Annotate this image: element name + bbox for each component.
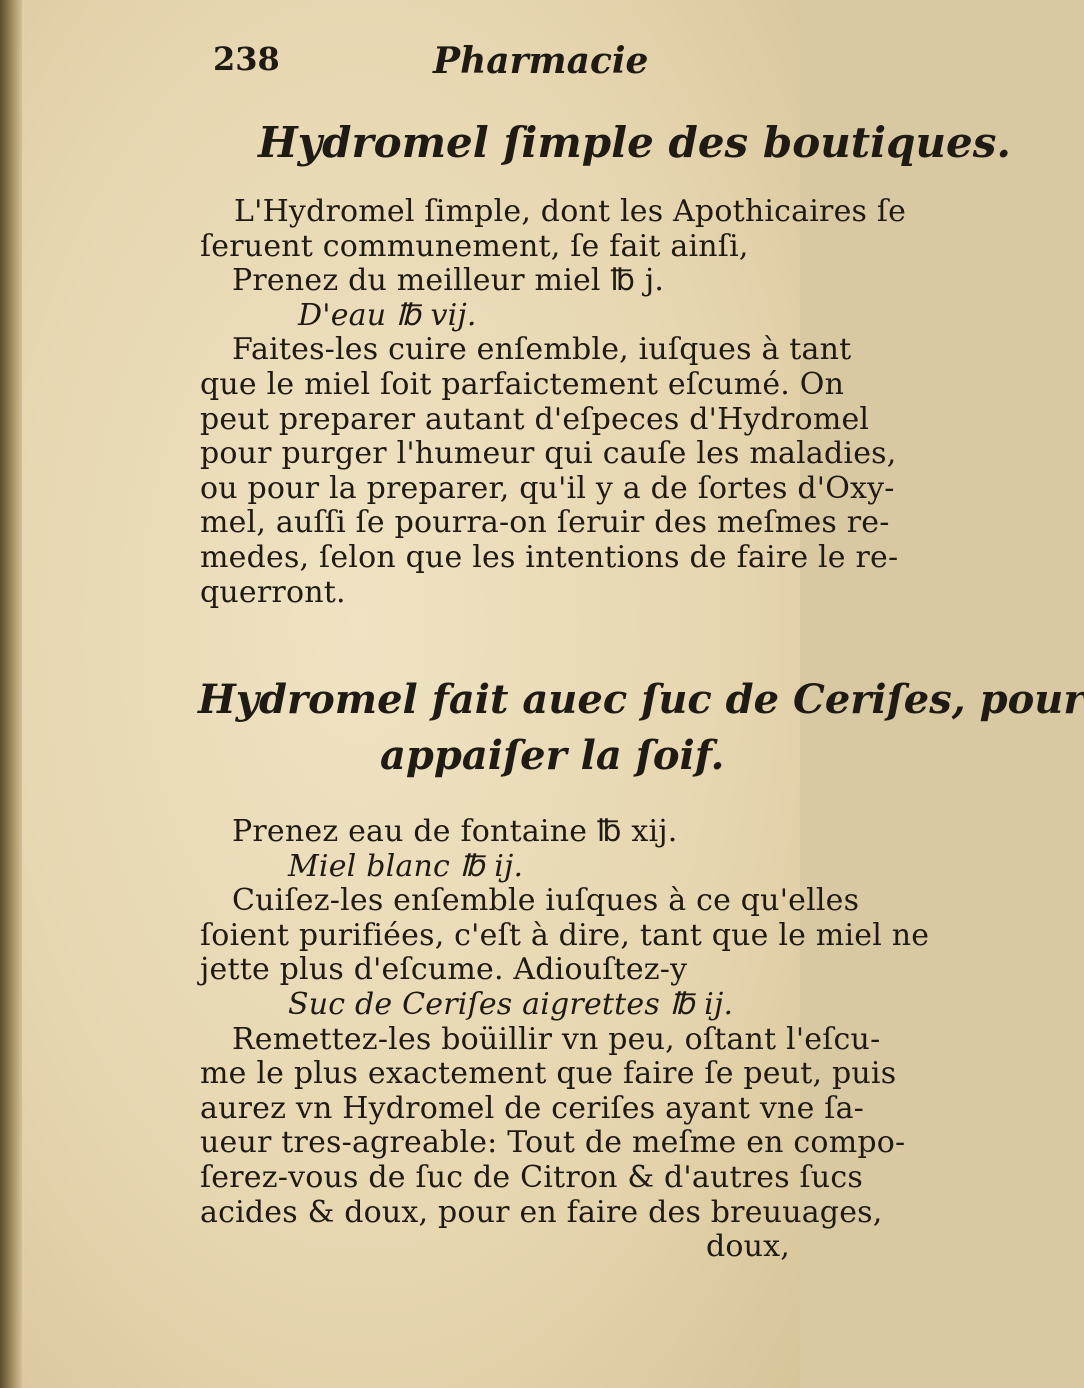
text-line: Faites-les cuire enſemble, iuſques à tant bbox=[232, 332, 852, 368]
text-line: mel, auſſi ſe pourra-on ſeruir des meſmes re- bbox=[200, 505, 890, 541]
text-line: ueur tres-agreable: Tout de meſme en compo- bbox=[200, 1125, 906, 1161]
text-line: jette plus d'eſcume. Adiouſtez-y bbox=[200, 952, 688, 988]
running-title: Pharmacie bbox=[433, 40, 649, 82]
text-line: ſerez-vous de ſuc de Citron & d'autres ſucs bbox=[200, 1159, 863, 1195]
text-line: L'Hydromel ſimple, dont les Apothicaires ſe bbox=[234, 194, 907, 229]
text-line: Suc de Ceriſes aigrettes ℔ ij. bbox=[288, 986, 734, 1022]
text-line: Miel blanc ℔ ij. bbox=[288, 848, 524, 884]
text-line: medes, ſelon que les intentions de faire le re- bbox=[200, 539, 899, 575]
catchword: doux, bbox=[705, 1229, 790, 1265]
page-header bbox=[195, 40, 649, 90]
text-line: D'eau ℔ vij. bbox=[298, 297, 477, 333]
page-binding-shadow bbox=[0, 0, 22, 1388]
text-line: acides & doux, pour en faire des breuuages, bbox=[200, 1194, 883, 1230]
text-line: Prenez du meilleur miel ℔ j. bbox=[232, 263, 665, 299]
text-line: Remettez-les boüillir vn peu, oſtant l'eſcu- bbox=[232, 1021, 881, 1057]
section-title-1: Hydromel ſimple des boutiques. bbox=[258, 118, 1011, 167]
text-line: aurez vn Hydromel de ceriſes ayant vne ſa- bbox=[200, 1090, 864, 1126]
text-line: Cuiſez-les enſemble iuſques à ce qu'elles bbox=[232, 883, 860, 919]
section-title-2-line-2: appaiſer la ſoif. bbox=[380, 732, 725, 779]
text-line: me le plus exactement que faire ſe peut, puis bbox=[200, 1056, 897, 1092]
section-2-body bbox=[200, 814, 930, 1265]
section-title-2-line-1: Hydromel fait auec ſuc de Ceriſes, pour bbox=[198, 676, 1084, 723]
text-line: ſeruent communement, ſe fait ainſi, bbox=[200, 228, 749, 264]
text-line: peut preparer autant d'eſpeces d'Hydromel bbox=[200, 401, 870, 437]
text-line: querront. bbox=[200, 574, 346, 610]
section-1-body bbox=[200, 194, 907, 610]
text-line: que le miel ſoit parfaictement eſcumé. On bbox=[200, 366, 845, 402]
text-line: ſoient purifiées, c'eſt à dire, tant que le miel ne bbox=[200, 917, 930, 953]
text-line: ou pour la preparer, qu'il y a de ſortes d'Oxy- bbox=[200, 470, 895, 506]
page-number: 238 bbox=[213, 40, 280, 78]
text-line: pour purger l'humeur qui cauſe les maladies, bbox=[200, 436, 897, 472]
text-line: Prenez eau de fontaine ℔ xij. bbox=[232, 814, 678, 849]
